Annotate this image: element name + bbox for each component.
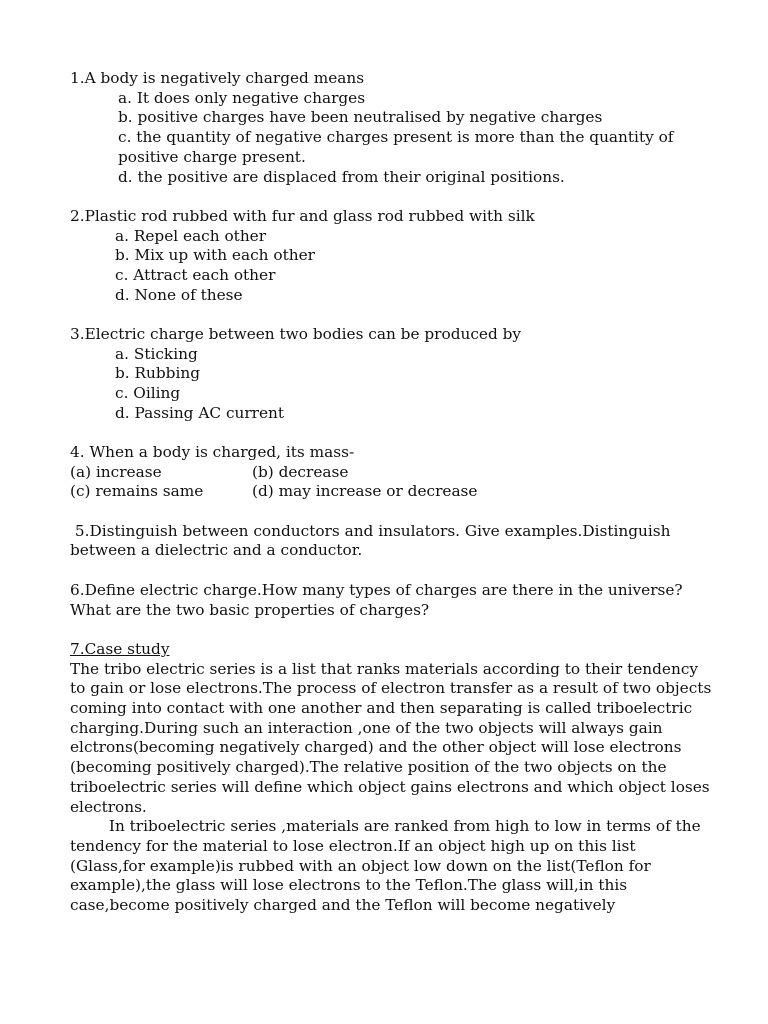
- q1-option-b: b. positive charges have been neutralised by negative charges: [118, 108, 603, 126]
- q4-option-d: (d) may increase or decrease: [252, 482, 478, 500]
- q4-option-c: (c) remains same: [70, 482, 204, 500]
- question-5-line-1: 5.Distinguish between conductors and insulators. Give examples.Distinguish: [70, 522, 671, 540]
- q2-option-d: d. None of these: [115, 286, 243, 304]
- question-5-line-2: between a dielectric and a conductor.: [70, 541, 363, 559]
- case-study-line: (becoming positively charged).The relative position of the two objects on the: [70, 758, 667, 776]
- q1-option-a: a. It does only negative charges: [118, 89, 366, 107]
- question-4: 4. When a body is charged, its mass-: [70, 443, 355, 461]
- q3-option-c: c. Oiling: [115, 384, 181, 402]
- case-study-line: electrons.: [70, 798, 147, 816]
- case-study-line: triboelectric series will define which object gains electrons and which object loses: [70, 778, 710, 796]
- question-6-line-2: What are the two basic properties of charges?: [70, 601, 430, 619]
- q3-option-a: a. Sticking: [115, 345, 198, 363]
- case-study-line: elctrons(becoming negatively charged) and the other object will lose electrons: [70, 738, 682, 756]
- case-study-title: 7.Case study: [70, 640, 170, 658]
- case-study-line: (Glass,for example)is rubbed with an object low down on the list(Teflon for: [70, 857, 651, 875]
- case-study-line: case,become positively charged and the Teflon will become negatively: [70, 896, 616, 914]
- case-study-line: tendency for the material to lose electron.If an object high up on this list: [70, 837, 636, 855]
- q4-option-b: (b) decrease: [252, 463, 349, 481]
- q1-option-d: d. the positive are displaced from their original positions.: [118, 168, 565, 186]
- case-study-line: The tribo electric series is a list that ranks materials according to their tendency: [70, 660, 699, 678]
- q2-option-b: b. Mix up with each other: [115, 246, 315, 264]
- q1-option-c: c. the quantity of negative charges present is more than the quantity of: [118, 128, 674, 146]
- case-study-line: to gain or lose electrons.The process of electron transfer as a result of two objects: [70, 679, 712, 697]
- question-3: 3.Electric charge between two bodies can be produced by: [70, 325, 522, 343]
- q2-option-c: c. Attract each other: [115, 266, 276, 284]
- q3-option-d: d. Passing AC current: [115, 404, 285, 422]
- q3-option-b: b. Rubbing: [115, 364, 201, 382]
- question-1: 1.A body is negatively charged means: [70, 69, 365, 87]
- case-study-line: example),the glass will lose electrons to the Teflon.The glass will,in this: [70, 876, 628, 894]
- question-2: 2.Plastic rod rubbed with fur and glass rod rubbed with silk: [70, 207, 535, 225]
- case-study-line: In triboelectric series ,materials are ranked from high to low in terms of the: [70, 817, 701, 835]
- case-study-line: coming into contact with one another and then separating is called triboelectric: [70, 699, 693, 717]
- q2-option-a: a. Repel each other: [115, 227, 267, 245]
- q1-option-c-continued: positive charge present.: [118, 148, 306, 166]
- q4-option-a: (a) increase: [70, 463, 162, 481]
- case-study-line: charging.During such an interaction ,one of the two objects will always gain: [70, 719, 663, 737]
- question-6-line-1: 6.Define electric charge.How many types of charges are there in the universe?: [70, 581, 683, 599]
